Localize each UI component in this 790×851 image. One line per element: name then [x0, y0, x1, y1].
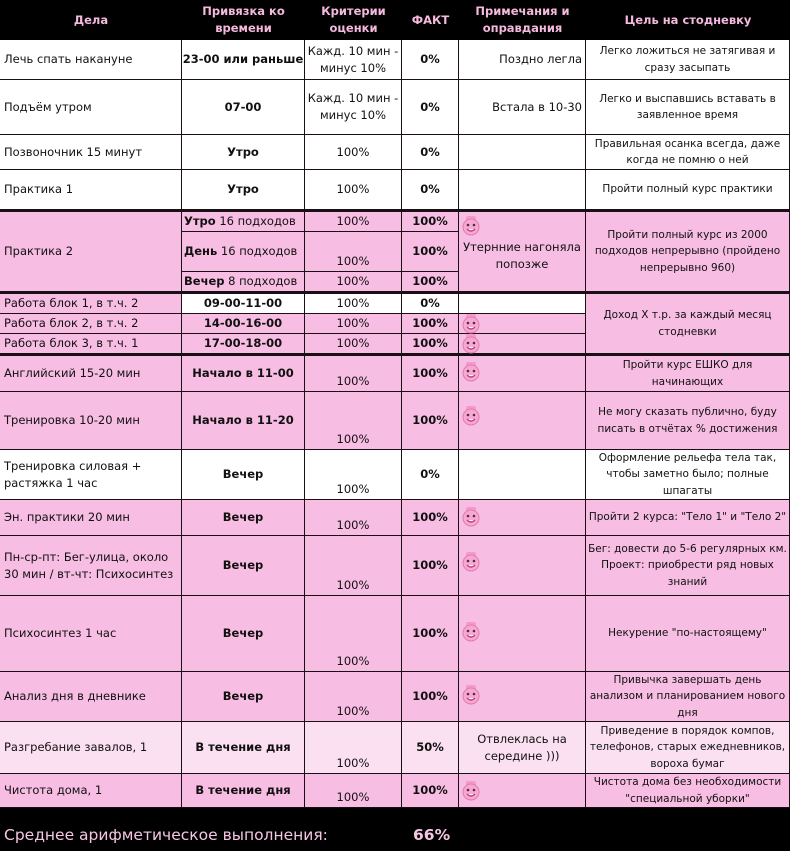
time-cell: 17-00-18-00 — [182, 334, 305, 354]
goal-cell: Легко и выспавшись вставать в заявленное время — [586, 80, 790, 135]
smiley-icon — [461, 362, 481, 382]
time-cell: 07-00 — [182, 80, 305, 135]
notes-cell: Отвлеклась на середине ))) — [459, 722, 586, 774]
goal-cell: Некурение "по-настоящему" — [586, 596, 790, 672]
criteria-cell: 100% — [305, 450, 402, 500]
goal-cell: Пройти полный курс практики — [586, 170, 790, 210]
task-cell: Подъём утром — [0, 80, 182, 135]
time-cell: Вечер — [182, 450, 305, 500]
notes-cell: Поздно легла — [459, 40, 586, 80]
fact-cell: 0% — [402, 40, 459, 80]
criteria-cell: 100% — [305, 392, 402, 450]
criteria-cell: 100% — [305, 232, 402, 272]
smiley-icon — [461, 781, 481, 801]
fact-cell: 100% — [402, 232, 459, 272]
criteria-cell: 100% — [305, 334, 402, 354]
header-criteria: Критерии оценки — [305, 0, 402, 40]
goal-cell: Привычка завершать день анализом и планированием нового дня — [586, 672, 790, 722]
fact-cell: 0% — [402, 135, 459, 170]
average-label: Среднее арифметическое выполнения: — [4, 826, 328, 844]
time-cell: Вечер — [182, 500, 305, 536]
fact-cell: 100% — [402, 210, 459, 232]
goal-cell: Доход Х т.р. за каждый месяц стодневки — [586, 292, 790, 354]
goal-cell: Легко ложиться не затягивая и сразу засыпать — [586, 40, 790, 80]
notes-cell: Утернние нагоняла попозже — [459, 210, 586, 292]
fact-cell: 100% — [402, 334, 459, 354]
goal-cell: Чистота дома без необходимости "специальной уборки" — [586, 774, 790, 808]
header-fact: ФАКТ — [402, 0, 459, 40]
fact-cell: 100% — [402, 672, 459, 722]
smiley-icon — [461, 406, 481, 426]
time-cell: В течение дня — [182, 774, 305, 808]
fact-cell: 0% — [402, 450, 459, 500]
fact-cell: 100% — [402, 774, 459, 808]
time-cell: 14-00-16-00 — [182, 314, 305, 334]
smiley-icon — [461, 334, 481, 354]
goal-cell: Правильная осанка всегда, даже когда не помню о ней — [586, 135, 790, 170]
fact-cell: 0% — [402, 292, 459, 314]
average-value: 66% — [413, 826, 451, 844]
criteria-cell: 100% — [305, 596, 402, 672]
goal-cell: Пройти 2 курса: "Тело 1" и "Тело 2" — [586, 500, 790, 536]
notes-cell — [459, 292, 586, 314]
time-cell: 09-00-11-00 — [182, 292, 305, 314]
time-cell: 23-00 или раньше — [182, 40, 305, 80]
smiley-icon — [461, 622, 481, 642]
criteria-cell: 100% — [305, 314, 402, 334]
time-rest: 16 подходов — [215, 214, 296, 228]
fact-cell: 50% — [402, 722, 459, 774]
criteria-cell: 100% — [305, 210, 402, 232]
criteria-cell: 100% — [305, 672, 402, 722]
time-rest: 16 подходов — [217, 244, 298, 258]
time-cell: Вечер — [182, 672, 305, 722]
time-bold: Утро — [184, 214, 216, 228]
header-time: Привязка ко времени — [182, 0, 305, 40]
notes-cell — [459, 170, 586, 210]
notes-cell — [459, 450, 586, 500]
criteria-cell: 100% — [305, 536, 402, 596]
task-cell: Чистота дома, 1 — [0, 774, 182, 808]
time-bold: Вечер — [184, 274, 225, 288]
smiley-icon — [461, 552, 481, 572]
goal-cell: Оформление рельефа тела так, чтобы заметно было; полные шпагаты — [586, 450, 790, 500]
fact-cell: 100% — [402, 354, 459, 392]
goal-cell: Пройти полный курс из 2000 подходов непрерывно (пройдено непрерывно 960) — [586, 210, 790, 292]
task-cell: Работа блок 2, в т.ч. 2 — [0, 314, 182, 334]
smiley-icon — [461, 685, 481, 705]
goal-cell: Приведение в порядок компов, телефонов, старых ежедневников, вороха бумаг — [586, 722, 790, 774]
criteria-cell: 100% — [305, 354, 402, 392]
time-rest: 8 подходов — [224, 274, 298, 288]
notes-cell — [459, 135, 586, 170]
fact-cell: 100% — [402, 272, 459, 292]
fact-cell: 100% — [402, 392, 459, 450]
criteria-cell: Кажд. 10 мин - минус 10% — [305, 80, 402, 135]
task-cell: Тренировка 10-20 мин — [0, 392, 182, 450]
criteria-cell: Кажд. 10 мин - минус 10% — [305, 40, 402, 80]
time-cell — [182, 232, 305, 272]
goal-cell: Бег: довести до 5-6 регулярных км. Проект: приобрести ряд новых знаний — [586, 536, 790, 596]
criteria-cell: 100% — [305, 292, 402, 314]
time-bold: День — [184, 244, 218, 258]
fact-cell: 100% — [402, 500, 459, 536]
task-cell: Пн-ср-пт: Бег-улица, около 30 мин / вт-чт: Психосинтез — [0, 536, 182, 596]
smiley-icon — [461, 507, 481, 527]
time-cell: Вечер — [182, 536, 305, 596]
task-cell: Практика 2 — [0, 210, 182, 292]
criteria-cell: 100% — [305, 135, 402, 170]
time-cell: Начало в 11-20 — [182, 392, 305, 450]
fact-cell: 100% — [402, 314, 459, 334]
task-cell: Английский 15-20 мин — [0, 354, 182, 392]
task-cell: Практика 1 — [0, 170, 182, 210]
goal-cell: Пройти курс ЕШКО для начинающих — [586, 354, 790, 392]
time-cell — [182, 210, 305, 232]
criteria-cell: 100% — [305, 774, 402, 808]
time-cell: Утро — [182, 135, 305, 170]
task-cell: Психосинтез 1 час — [0, 596, 182, 672]
fact-cell: 100% — [402, 536, 459, 596]
header-notes: Примечания и оправдания — [459, 0, 586, 40]
criteria-cell: 100% — [305, 170, 402, 210]
task-cell: Работа блок 3, в т.ч. 1 — [0, 334, 182, 354]
notes-cell: Встала в 10-30 — [459, 80, 586, 135]
criteria-cell: 100% — [305, 500, 402, 536]
criteria-cell: 100% — [305, 722, 402, 774]
fact-cell: 0% — [402, 170, 459, 210]
task-cell: Эн. практики 20 мин — [0, 500, 182, 536]
task-cell: Анализ дня в дневнике — [0, 672, 182, 722]
smiley-icon — [461, 216, 481, 236]
goal-cell: Не могу сказать публично, буду писать в отчётах % достижения — [586, 392, 790, 450]
time-cell: Вечер — [182, 596, 305, 672]
time-cell — [182, 272, 305, 292]
fact-cell: 0% — [402, 80, 459, 135]
task-cell: Позвоночник 15 минут — [0, 135, 182, 170]
summary-footer — [0, 808, 790, 851]
smiley-icon — [461, 314, 481, 334]
time-cell: Утро — [182, 170, 305, 210]
time-cell: В течение дня — [182, 722, 305, 774]
task-cell: Работа блок 1, в т.ч. 2 — [0, 292, 182, 314]
task-cell: Лечь спать накануне — [0, 40, 182, 80]
task-cell: Разгребание завалов, 1 — [0, 722, 182, 774]
criteria-cell: 100% — [305, 272, 402, 292]
header-goal: Цель на стодневку — [586, 0, 790, 40]
header-task: Дела — [0, 0, 182, 40]
fact-cell: 100% — [402, 596, 459, 672]
task-cell: Тренировка силовая + растяжка 1 час — [0, 450, 182, 500]
time-cell: Начало в 11-00 — [182, 354, 305, 392]
